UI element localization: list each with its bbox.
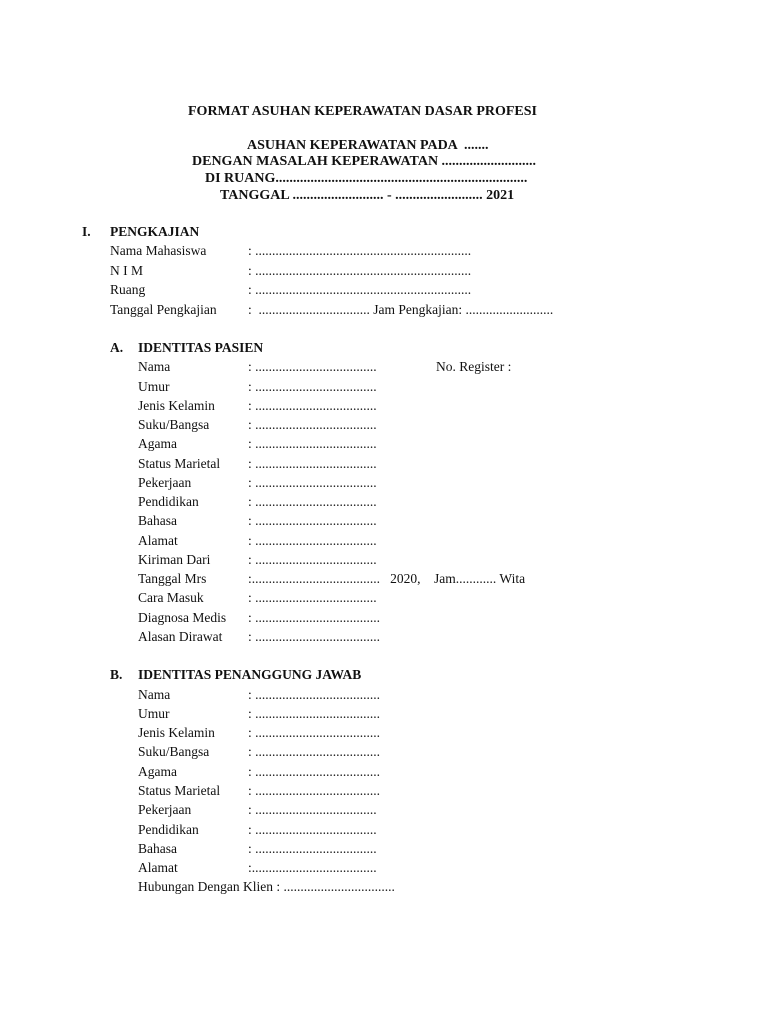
field-label: Diagnosa Medis [138,610,227,625]
field-label: Umur [138,706,170,721]
field-label: Pendidikan [138,494,199,509]
field-label: Nama Mahasiswa [110,243,207,258]
field-label: N I M [110,263,143,278]
field-value: : .................................... [248,590,377,605]
field-value: : ................................................................ [248,243,472,258]
no-register-label: No. Register : [436,359,512,374]
field-label: Umur [138,379,170,394]
field-value: : ................................. Jam Pengkajian: .......................... [248,302,554,317]
field-value: : ................................................................ [248,263,472,278]
field-label: Nama [138,687,171,702]
field-label: Bahasa [138,841,177,856]
field-label: Pekerjaan [138,802,192,817]
field-value: : ..................................... [248,610,381,625]
header-line-4: TANGGAL .......................... - ......................... 2021 [220,188,515,203]
header-line-2: DENGAN MASALAH KEPERAWATAN ........................... [192,154,537,169]
field-value: : .................................... [248,822,377,837]
field-value: : .................................... [248,475,377,490]
field-value: : .................................... [248,533,377,548]
section-heading-penanggung-jawab: IDENTITAS PENANGGUNG JAWAB [138,667,362,682]
field-label: Cara Masuk [138,590,204,605]
field-value: : .................................... [248,841,377,856]
field-value: :...................................... 2020, Jam............ Wita [248,571,526,586]
field-value: : .................................... [248,513,377,528]
field-label: Jenis Kelamin [138,725,215,740]
field-value: :..................................... [248,860,377,875]
field-label: Bahasa [138,513,177,528]
header-line-1: ASUHAN KEPERAWATAN PADA ....... [247,138,489,153]
field-label: Pendidikan [138,822,199,837]
section-numeral-i: I. [82,224,91,239]
field-value: : ..................................... [248,706,381,721]
field-label: Pekerjaan [138,475,192,490]
field-label: Tanggal Mrs [138,571,207,586]
hubungan-dengan-klien: Hubungan Dengan Klien : ................................. [138,879,395,894]
field-label: Alamat [138,860,178,875]
field-value: : .................................... [248,552,377,567]
field-value: : ..................................... [248,725,381,740]
field-label: Alasan Dirawat [138,629,223,644]
field-value: : .................................... [248,417,377,432]
field-value: : ..................................... [248,629,381,644]
field-label: Nama [138,359,171,374]
field-value: : .................................... [248,379,377,394]
field-value: : ..................................... [248,687,381,702]
field-value: : ..................................... [248,744,381,759]
field-value: : .................................... [248,398,377,413]
field-value: : .................................... [248,436,377,451]
field-label: Agama [138,436,177,451]
field-label: Status Marietal [138,456,221,471]
field-label: Alamat [138,533,178,548]
field-label: Jenis Kelamin [138,398,215,413]
field-label: Kiriman Dari [138,552,211,567]
section-heading-identitas-pasien: IDENTITAS PASIEN [138,340,264,355]
document-title: FORMAT ASUHAN KEPERAWATAN DASAR PROFESI [188,104,537,119]
field-value: : .................................... [248,456,377,471]
section-heading-pengkajian: PENGKAJIAN [110,224,200,239]
section-letter-b: B. [110,667,123,682]
field-value: : ................................................................ [248,282,472,297]
header-line-3: DI RUANG........................................................................ [205,171,528,186]
field-value: : .................................... [248,494,377,509]
field-value: : .................................... [248,802,377,817]
field-label: Ruang [110,282,146,297]
field-label: Agama [138,764,177,779]
section-letter-a: A. [110,340,124,355]
field-label: Status Marietal [138,783,221,798]
field-value: : ..................................... [248,764,381,779]
field-label: Suku/Bangsa [138,417,210,432]
field-label: Tanggal Pengkajian [110,302,217,317]
field-value: : .................................... [248,359,377,374]
field-value: : ..................................... [248,783,381,798]
field-label: Suku/Bangsa [138,744,210,759]
